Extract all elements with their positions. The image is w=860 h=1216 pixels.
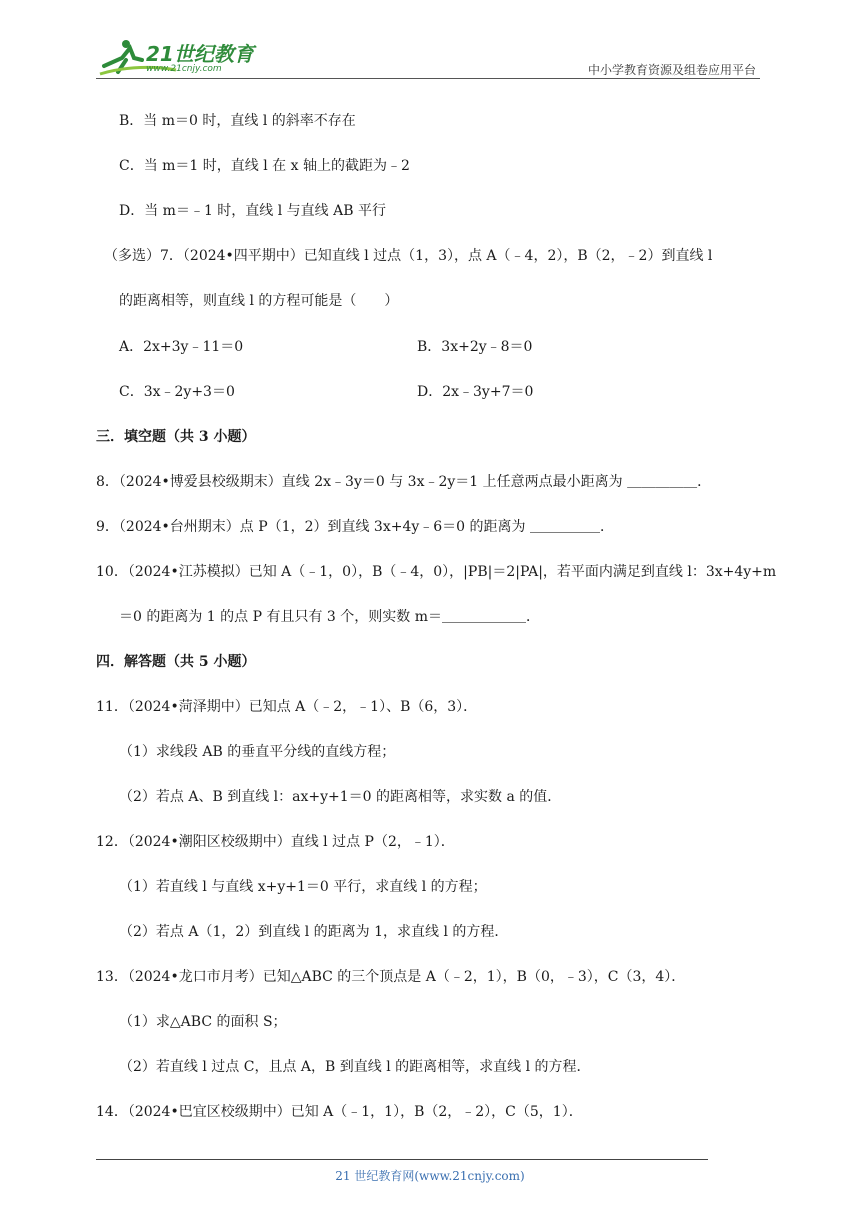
section-title-solve: 四．解答题（共 5 小题） — [96, 654, 256, 670]
footer-divider — [96, 1159, 708, 1160]
question-11: 11．（2024•菏泽期中）已知点 A（﹣2，﹣1）、B（6，3）． — [96, 699, 478, 715]
question-7-stem-cont: 的距离相等，则直线 l 的方程可能是（ ） — [119, 293, 399, 309]
footer-text: 21 世纪教育网(www.21cnjy.com) — [335, 1169, 525, 1183]
header-divider — [96, 78, 760, 79]
question-7-stem: （多选）7．（2024•四平期中）已知直线 l 过点（1，3），点 A（﹣4，2），B（2，﹣2）到直线 l — [104, 248, 713, 264]
logo-text: 21世纪教育 — [146, 42, 254, 66]
option-a-q7: A．2x+3y﹣11＝0 — [119, 339, 244, 355]
question-8: 8．（2024•博爱县校级期末）直线 2x﹣3y＝0 与 3x﹣2y＝1 上任意两点最小距离为 ＿＿＿＿＿． — [96, 474, 712, 490]
logo-url: www.21cnjy.com — [146, 64, 222, 74]
option-b-q7: B．3x+2y﹣8＝0 — [417, 339, 533, 355]
question-14: 14．（2024•巴宜区校级期中）已知 A（﹣1，1），B（2，﹣2），C（5，1）． — [96, 1104, 583, 1120]
question-13: 13．（2024•龙口市月考）已知△ABC 的三个顶点是 A（﹣2，1），B（0，﹣3），C（3，4）． — [96, 969, 686, 985]
option-d-q7: D．2x﹣3y+7＝0 — [417, 384, 534, 400]
question-12-part-2: （2）若点 A（1，2）到直线 l 的距离为 1，求直线 l 的方程． — [119, 924, 509, 940]
question-10: 10．（2024•江苏模拟）已知 A（﹣1，0），B（﹣4，0），|PB|＝2|PA|，若平面内满足到直线 l：3x+4y+m — [96, 564, 777, 580]
question-9: 9．（2024•台州期末）点 P（1，2）到直线 3x+4y﹣6＝0 的距离为 ＿＿＿＿＿． — [96, 519, 614, 535]
option-c-q7: C．3x﹣2y+3＝0 — [119, 384, 235, 400]
question-10-cont: ＝0 的距离为 1 的点 P 有且只有 3 个，则实数 m＝＿＿＿＿＿＿． — [119, 609, 541, 625]
question-12: 12．（2024•潮阳区校级期中）直线 l 过点 P（2，﹣1）． — [96, 834, 455, 850]
question-13-part-2: （2）若直线 l 过点 C，且点 A，B 到直线 l 的距离相等，求直线 l 的方程． — [119, 1059, 591, 1075]
option-c-q6: C．当 m＝1 时，直线 l 在 x 轴上的截距为﹣2 — [119, 158, 410, 174]
question-11-part-2: （2）若点 A、B 到直线 l：ax+y+1＝0 的距离相等，求实数 a 的值． — [119, 789, 562, 805]
question-13-part-1: （1）求△ABC 的面积 S； — [119, 1014, 287, 1030]
option-d-q6: D．当 m＝﹣1 时，直线 l 与直线 AB 平行 — [119, 203, 386, 219]
section-title-fill-blank: 三．填空题（共 3 小题） — [96, 429, 256, 445]
question-11-part-1: （1）求线段 AB 的垂直平分线的直线方程； — [119, 744, 396, 760]
question-12-part-1: （1）若直线 l 与直线 x+y+1＝0 平行，求直线 l 的方程； — [119, 879, 487, 895]
option-b-q6: B．当 m＝0 时，直线 l 的斜率不存在 — [119, 113, 356, 129]
site-logo — [96, 36, 256, 78]
header-tagline: 中小学教育资源及组卷应用平台 — [587, 63, 756, 77]
